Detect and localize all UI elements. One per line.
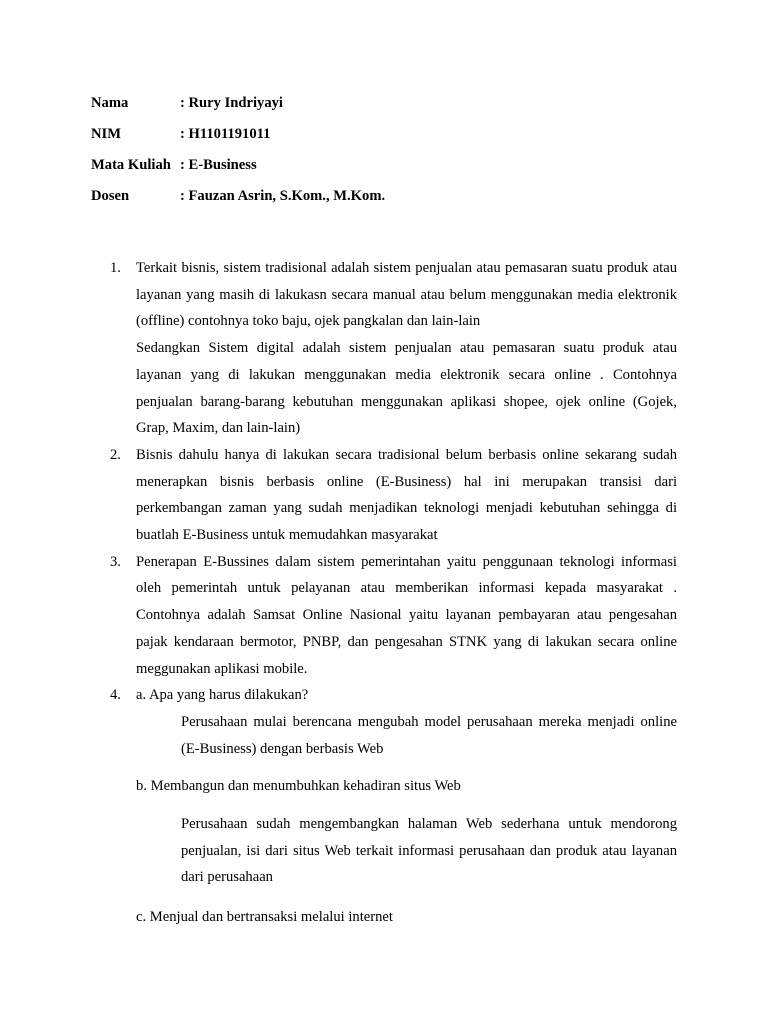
list-item-3 <box>110 549 677 683</box>
dosen-value: : Fauzan Asrin, S.Kom., M.Kom. <box>180 188 386 204</box>
header-row-nama <box>91 93 385 124</box>
header-row-nim <box>91 124 385 155</box>
item-3-paragraph: Penerapan E-Bussines dalam sistem pemerintahan yaitu penggunaan teknologi informasi oleh pemerintah untuk pelayanan atau memberikan informasi kepada masyarakat . Contohnya adalah Samsat Online Nasional yaitu layanan pembayaran atau pengesahan pajak kendaraan bermotor, PNBP, dan pengesahan STNK yang di lakukan secara online meggunakan aplikasi mobile. <box>136 553 677 677</box>
item-1-paragraph-digital: Sedangkan Sistem digital adalah sistem penjualan atau pemasaran suatu produk atau layanan yang di lakukan menggunakan media elektronik secara online . Contohnya penjualan barang-barang kebutuhan menggunakan aplikasi shopee, ojek online (Gojek, Grap, Maxim, dan lain-lain) <box>136 340 677 437</box>
list-item-1 <box>110 255 677 442</box>
nim-value: : H1101191011 <box>180 126 271 142</box>
item-4b-text: Perusahaan sudah mengembangkan halaman Web sederhana untuk mendorong penjualan, isi dari situs Web terkait informasi perusahaan dan produk atau layanan dari perusahaan <box>181 816 677 886</box>
list-item-2 <box>110 442 677 549</box>
item-number: 2. <box>110 446 121 463</box>
item-4a-text: Perusahaan mulai berencana mengubah model perusahaan mereka menjadi online (E-Business) dengan berbasis Web <box>181 713 677 757</box>
item-4a-heading: a. Apa yang harus dilakukan? <box>136 687 309 704</box>
item-4c-heading: c. Menjual dan bertransaksi melalui internet <box>136 909 393 926</box>
item-2-paragraph: Bisnis dahulu hanya di lakukan secara tradisional belum berbasis online sekarang sudah menerapkan bisnis berbasis online (E-Business) hal ini merupakan transisi dari perkembangan zaman yang sudah menjadikan teknologi menjadi kebutuhan sehingga di buatlah E-Business untuk memudahkan masyarakat <box>136 446 677 544</box>
identity-header <box>91 93 385 217</box>
item-number: 1. <box>110 260 121 276</box>
nim-label: NIM <box>91 126 121 142</box>
dosen-label: Dosen <box>91 188 130 204</box>
item-number: 4. <box>110 687 121 704</box>
item-1-paragraph-traditional: Terkait bisnis, sistem tradisional adalah sistem penjualan atau pemasaran suatu produk atau layanan yang masih di lakukasn secara manual atau belum menggunakan media elektronik (offline) contohnya toko baju, ojek pangkalan dan lain-lain <box>136 260 677 330</box>
header-row-dosen <box>91 186 385 217</box>
nama-label: Nama <box>91 95 129 111</box>
mata-kuliah-label: Mata Kuliah <box>91 157 171 173</box>
mata-kuliah-value: : E-Business <box>180 157 257 173</box>
header-row-mata-kuliah <box>91 155 385 186</box>
list-item-4 <box>110 682 677 931</box>
nama-value: : Rury Indriyayi <box>180 95 283 111</box>
item-number: 3. <box>110 553 121 570</box>
item-4b-heading: b. Membangun dan menumbuhkan kehadiran situs Web <box>136 778 461 795</box>
answer-list <box>110 255 677 931</box>
